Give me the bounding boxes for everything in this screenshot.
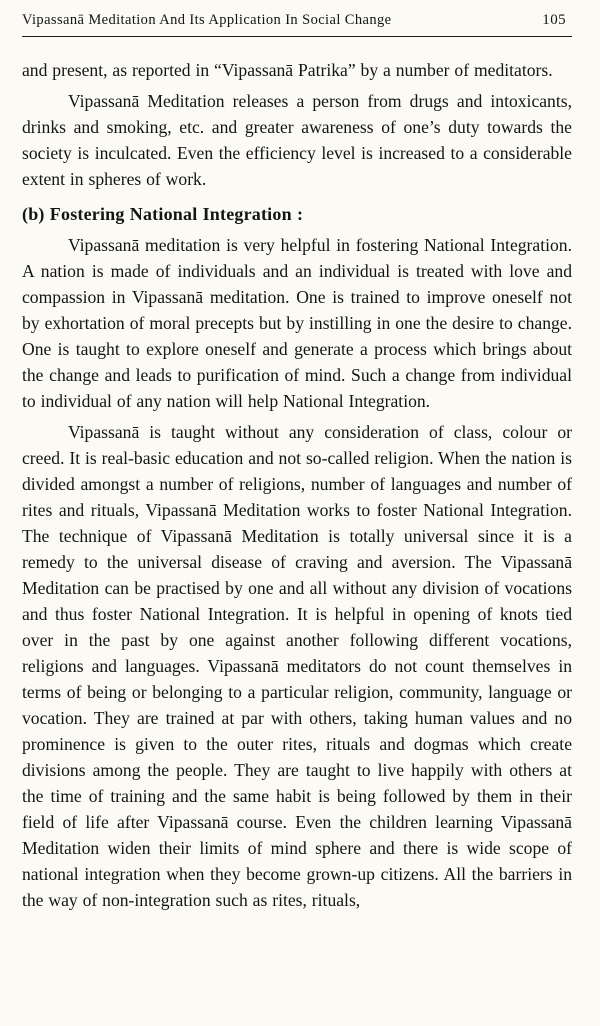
paragraph-national-integration: Vipassanā meditation is very helpful in fostering National Integration. A nation is made of individuals and an individual is treated with love and compassion in Vipassanā meditation. One is trained to improve oneself not by exhortation of moral precepts but by instilling in one the desire to change. One is taught to explore oneself and generate a process which brings about the change and leads to purification of mind. Such a change from individual to individual of any nation will help National Integration. (22, 235, 572, 411)
paragraph-continuation: and present, as reported in “Vipassanā Patrika” by a number of meditators. (22, 60, 553, 80)
paragraph-meditation-releases: Vipassanā Meditation releases a person from drugs and intoxicants, drinks and smoking, etc. and greater awareness of one’s duty towards the society is inculcated. Even the efficiency level is increased to a considerable extent in spheres of work. (22, 91, 572, 189)
page-number: 105 (542, 12, 566, 28)
section-heading-fostering-national-integration: (b) Fostering National Integration : (22, 204, 304, 224)
page-body (22, 37, 572, 913)
running-header-title: Vipassanā Meditation And Its Application In Social Change (22, 12, 392, 28)
running-header (22, 12, 572, 37)
paragraph-taught-without-consideration: Vipassanā is taught without any consideration of class, colour or creed. It is real-basic education and not so-called religion. When the nation is divided amongst a number of religions, number of languages and number of rites and rituals, Vipassanā Meditation works to foster National Integration. The technique of Vipassanā Meditation is totally universal since it is a remedy to the universal disease of craving and aversion. The Vipassanā Meditation can be practised by one and all without any division of vocations and thus foster National Integration. It is helpful in opening of knots tied over in the past by one against another following different vocations, religions and languages. Vipassanā meditators do not count themselves in terms of being or belonging to a particular religion, community, language or vocation. They are trained at par with others, taking human values and no prominence is given to the outer rites, rituals and dogmas which create divisions among the people. They are taught to live happily with others at the time of training and the same habit is being followed by them in their field of life after Vipassanā course. Even the children learning Vipassanā Meditation widen their limits of mind sphere and there is wide scope of national integration when they become grown-up citizens. All the barriers in the way of non-integration such as rites, rituals, (22, 422, 572, 910)
